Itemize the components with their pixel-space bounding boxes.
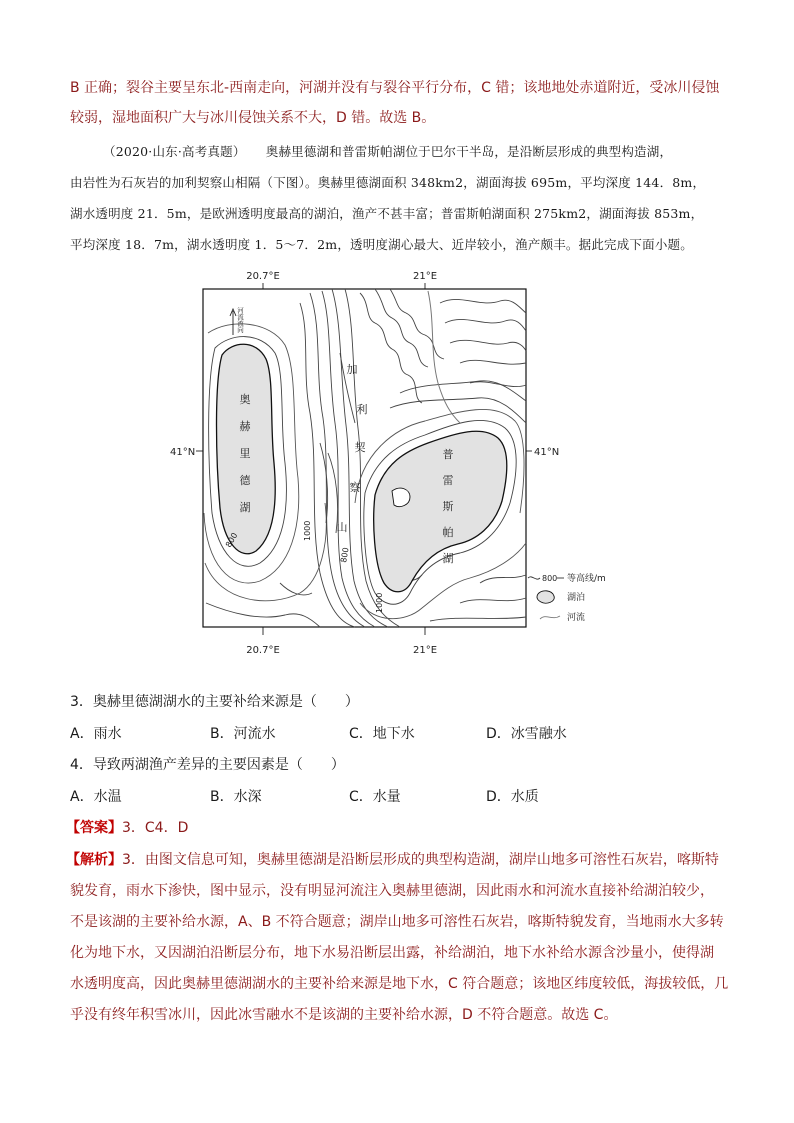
analysis-label: 【解析】 <box>66 852 122 868</box>
legend-river-label: 河流 <box>567 613 586 623</box>
mountain-label-char: 山 <box>336 521 348 534</box>
island-shape <box>392 488 410 506</box>
analysis-line: 貌发育，雨水下渗快，图中显示，没有明显河流注入奥赫里德湖，因此雨水和河流水直接补给湖泊较少， <box>70 883 714 899</box>
lon-label-top-left: 20.7°E <box>246 271 280 282</box>
mountain-label-char: 加 <box>346 363 358 376</box>
legend-lake-label: 湖泊 <box>567 593 586 603</box>
ohrid-lake-label-char: 德 <box>239 474 251 487</box>
q4-option-a[interactable]: A．水温 <box>70 789 122 805</box>
analysis-line: 乎没有终年积雪冰川，因此冰雪融水不是该湖的主要补给水源，D 不符合题意。故选 C。 <box>70 1007 618 1023</box>
prev-answer-line: B 正确；裂谷主要呈东北-西南走向，河湖并没有与裂谷平行分布，C 错；该地地处赤道附近，受冰川侵蚀 <box>70 80 720 96</box>
question-intro-line: （2020·山东·高考真题） 奥赫里德湖和普雷斯帕湖位于巴尔干半岛，是沿断层形成的典型构造湖， <box>103 144 673 159</box>
answer-value: 3．C4．D <box>122 820 189 836</box>
legend-river-symbol <box>540 616 560 619</box>
lake-topographic-map <box>160 263 620 658</box>
flow-direction-note: 河流流向 <box>236 307 244 333</box>
lat-label-left: 41°N <box>170 447 196 458</box>
legend-contour-sample: 800 <box>542 574 558 583</box>
mountain-label-char: 察 <box>349 481 361 494</box>
question-intro-line: 平均深度 18．7m，湖水透明度 1．5～7．2m，透明度湖心最大、近岸较小，渔产颇丰。据此完成下面小题。 <box>70 237 693 252</box>
analysis-line: 化为地下水，又因湖泊沿断层分布，地下水易沿断层出露，补给湖泊，地下水补给水源含沙量小，使得湖 <box>70 945 714 961</box>
contour-value-label: 800 <box>339 546 351 564</box>
lon-label-bottom-right: 21°E <box>412 645 438 656</box>
prespa-lake-label-char: 雷 <box>442 474 454 487</box>
q4-option-b[interactable]: B．水深 <box>210 789 262 805</box>
q3-option-a[interactable]: A．雨水 <box>70 726 122 742</box>
ohrid-lake-label-char: 里 <box>239 447 251 460</box>
question-intro-line: 由岩性为石灰岩的加利契察山相隔（下图）。奥赫里德湖面积 348km2，湖面海拔 695m，平均深度 144．8m， <box>70 175 706 190</box>
prespa-lake-label-char: 湖 <box>442 552 454 565</box>
river-line <box>428 291 460 423</box>
prespa-lake-label-char: 斯 <box>442 500 454 513</box>
q3-option-c[interactable]: C．地下水 <box>349 726 415 742</box>
q3-option-b[interactable]: B．河流水 <box>210 726 276 742</box>
question-source: （2020·山东·高考真题） <box>103 144 246 159</box>
mountain-label-char: 契 <box>354 441 366 454</box>
legend-lake-symbol <box>537 591 554 603</box>
prespa-lake-shape <box>374 431 507 592</box>
mountain-label-char: 利 <box>356 403 368 416</box>
prespa-lake-label-char: 帕 <box>442 526 454 539</box>
legend-contour-label: 等高线/m <box>567 574 606 584</box>
contour-value-label: 1000 <box>375 592 384 613</box>
answer-label: 【答案】 <box>66 820 122 836</box>
ohrid-lake-label-char: 奥 <box>239 393 251 406</box>
lon-label-bottom-left: 20.7°E <box>246 645 280 656</box>
question-4-stem: 4．导致两湖渔产差异的主要因素是（ ） <box>70 757 345 773</box>
question-3-stem: 3．奥赫里德湖湖水的主要补给来源是（ ） <box>70 694 359 710</box>
analysis-line: 不是该湖的主要补给水源，A、B 不符合题意；湖岸山地多可溶性石灰岩，喀斯特貌发育，当地雨水大多转 <box>70 914 724 930</box>
map-legend <box>528 572 606 623</box>
prespa-lake-label-char: 普 <box>442 448 454 461</box>
ohrid-lake-label-char: 赫 <box>239 420 251 433</box>
answer-line <box>66 818 188 838</box>
q4-option-d[interactable]: D．水质 <box>486 789 539 805</box>
contour-value-label: 800 <box>223 531 240 549</box>
lat-label-right: 41°N <box>534 447 560 458</box>
analysis-line: 【解析】3．由图文信息可知，奥赫里德湖是沿断层形成的典型构造湖，湖岸山地多可溶性石灰岩，喀斯特 <box>66 852 719 868</box>
ohrid-lake-label-char: 湖 <box>239 501 251 514</box>
q4-option-c[interactable]: C．水量 <box>349 789 401 805</box>
lon-label-top-right: 21°E <box>412 271 438 282</box>
q3-option-d[interactable]: D．冰雪融水 <box>486 726 567 742</box>
question-intro-line: 湖水透明度 21．5m，是欧洲透明度最高的湖泊，渔产不甚丰富；普雷斯帕湖面积 275km2，湖面海拔 853m， <box>70 206 704 221</box>
analysis-line: 水透明度高，因此奥赫里德湖湖水的主要补给来源是地下水，C 符合题意；该地区纬度较低，海拔较低，几 <box>70 976 729 992</box>
contour-value-label: 1000 <box>303 520 312 541</box>
prev-answer-line: 较弱，湿地面积广大与冰川侵蚀关系不大，D 错。故选 B。 <box>70 110 436 126</box>
